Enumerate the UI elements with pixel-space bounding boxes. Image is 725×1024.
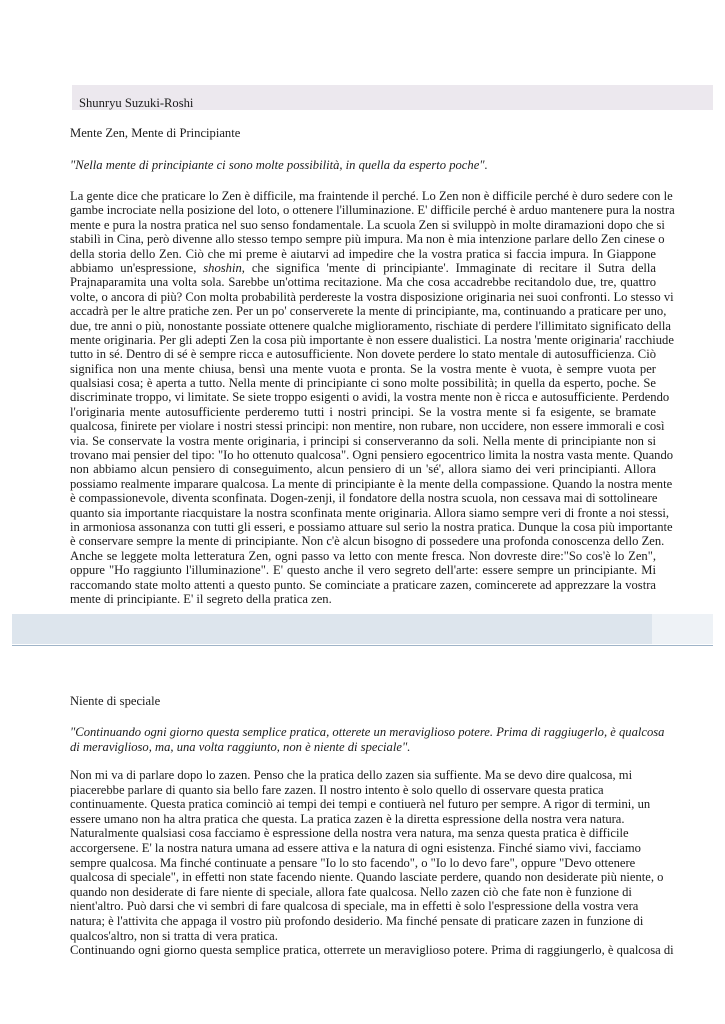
- section-quote: "Nella mente di principiante ci sono molte possibilità, in quella da esperto poche".: [70, 158, 488, 172]
- text-line: stabilì in Cina, però divenne allo stesso tempo sempre più impura. Ma non è mia intenzione parlare dello Zen cinese o: [70, 232, 665, 247]
- page-divider-band: [12, 614, 652, 644]
- text-line: qualcosa, finirete per violare i nostri stessi principi: non mentire, non rubare, non uccidere, non essere immorali e così: [70, 419, 665, 434]
- text-line: discriminate troppo, vi limitate. Se siete troppo esigenti o avidi, la vostra mente non è ricca e autosufficiente. Perdendo: [70, 390, 670, 405]
- text-line: possiamo realmente imparare qualcosa. La mente di principiante è la mente della compassione. Quando la nostra mente: [70, 476, 673, 491]
- text-line: Prajnaparamita una volta sola. Sarebbe un'ottima recitazione. Ma che cosa accadrebbe recitandolo due, tre, quattro: [70, 275, 656, 290]
- text-line: Continuando ogni giorno questa semplice pratica, otterrete un meraviglioso potere. Prima di raggiungerlo, è qualcosa di: [70, 943, 674, 958]
- text-line: sempre qualcosa. Ma finché continuate a pensare "Io lo sto facendo", o "Io lo devo fare", oppure "Devo ottenere: [70, 855, 636, 870]
- text-line: in armoniosa assonanza con tutti gli esseri, e possiamo attuare sul serio la nostra pratica. Dunque la cosa più importante: [70, 519, 673, 534]
- text-line: Anche se leggete molta letteratura Zen, ogni passo va letto con mente fresca. Non dovreste dire:"So cos'è lo Zen",: [70, 548, 656, 563]
- text-line: due, tre anni o più, nonostante possiate ottenere qualche miglioramento, rischiate di perdere l'illimitato significato della: [70, 318, 671, 333]
- author-name: Shunryu Suzuki-Roshi: [79, 96, 194, 110]
- page-divider-line: [12, 645, 713, 646]
- text-line: di meraviglioso, ma, una volta raggiunto, non è niente di speciale".: [70, 740, 411, 754]
- text-line: piacerebbe parlare di quanto sia bello fare zazen. Il nostro intento è solo quello di osservare questa pratica: [70, 782, 604, 797]
- text-line: l'originaria mente autosufficiente perderemo tutti i nostri principi. Se la vostra mente si fa esigente, se bramate: [70, 404, 656, 419]
- text-line: è conservare sempre la mente di principiante. Non c'è alcun bisogno di possedere una profonda conoscenza dello Zen.: [70, 534, 665, 549]
- text-line: è compassionevole, diventa sconfinata. Dogen-zenji, il fondatore della nostra scuola, non cessava mai di sottolineare: [70, 491, 658, 506]
- text-line: qualcosa di speciale", in effetti non state facendo niente. Quando lasciate perdere, quando non desiderate più niente, o: [70, 870, 664, 885]
- text-line: quando non desiderate di fare niente di speciale, allora fate qualcosa. Nello zazen ciò che fate non è funzione di: [70, 884, 632, 899]
- emphasized-term: shoshin: [203, 260, 242, 275]
- text-line: tutto in sé. Dentro di sé è sempre ricca e autosufficiente. Non dovete perdere lo stato mentale di autosufficienza. Ciò: [70, 347, 656, 362]
- text-line: Non mi va di parlare dopo lo zazen. Penso che la pratica dello zazen sia suffiente. Ma se devo dire qualcosa, mi: [70, 768, 633, 782]
- section-title: Niente di speciale: [70, 694, 161, 708]
- text-line: continuamente. Questa pratica cominciò ai tempi dei tempi e contiuerà nel futuro per sempre. A rigor di termini, un: [70, 797, 651, 812]
- text-line: accadrà per le altre pratiche zen. Per un po' conserverete la mente di principiante, ma, continuando a praticare per uno,: [70, 304, 667, 319]
- text-line: qualcos'altro, non si tratta di vera pratica.: [70, 928, 278, 943]
- text-line: oppure "Ho raggiunto l'illuminazione". E' questo anche il vero segreto dell'arte: essere sempre un principiante. Mi: [70, 563, 656, 578]
- text-line: quanto sia importante riacquistare la nostra sconfinata mente originaria. Allora siamo sempre veri di fronte a noi stessi,: [70, 505, 670, 520]
- text-line: "Continuando ogni giorno questa semplice pratica, otterete un meraviglioso potere. Prima di raggiugerlo, è qualcosa: [70, 725, 665, 739]
- section-quote: [70, 725, 665, 755]
- text-line: mente originaria. Per gli adepti Zen la cosa più importante è non essere dualistici. La nostra 'mente originaria' racchiude: [70, 332, 674, 347]
- text-line: Naturalmente qualsiasi cosa facciamo è espressione della nostra vera natura, ma senza questa pratica è difficile: [70, 826, 629, 841]
- page-divider-band-end: [652, 614, 713, 644]
- text-line: essere umano non ha altra pratica che questa. La pratica zazen è la diretta espressione della nostra vera natura.: [70, 811, 625, 826]
- section-body: [70, 189, 675, 606]
- text-line: raccomando state molto attenti a questo punto. Se cominciate a praticare zazen, comincerete ad apprezzare la vostra: [70, 577, 656, 592]
- text-line: qualsiasi cosa; è aperta a tutto. Nella mente di principiante ci sono molte possibilità; in quella da esperto, poche. Se: [70, 376, 656, 391]
- text-line: La gente dice che praticare lo Zen è difficile, ma fraintende il perché. Lo Zen non è difficile perché è duro sedere con le: [70, 189, 673, 203]
- text-line: via. Se conservate la vostra mente originaria, i principi si conserveranno da soli. Nella mente di principiante non si: [70, 433, 656, 448]
- text-line: mente e pura la nostra pratica nel suo senso fondamentale. La scuola Zen si sviluppò in molte diramazioni dopo che si: [70, 217, 665, 232]
- text-line: nient'altro. Può darsi che vi sembri di fare qualcosa di speciale, ma in effetti è solo l'espressione della vostra vera: [70, 899, 639, 914]
- text-line: trovano mai pensier del tipo: "Io ho ottenuto qualcosa". Ogni pensiero egocentrico limita la nostra vasta mente. Quando: [70, 448, 674, 463]
- text-line: abbiamo un'espressione, shoshin, che significa 'mente di principiante'. Immaginate di recitare il Sutra della: [70, 260, 657, 275]
- text-line: significa non una mente chiusa, bensì una mente vuota e pronta. Se la vostra mente è vuota, è sempre vuota per: [70, 361, 656, 376]
- text-line: gambe incrociate nella posizione del loto, o ottenere l'illuminazione. E' difficile perché è arduo mantenere pura la nostra: [70, 203, 675, 218]
- text-line: accorgersene. E' la nostra natura umana ad essere attiva e la natura di ogni esistenza. Finché siamo vivi, facciamo: [70, 840, 641, 855]
- text-line: natura; è l'attivita che appaga il vostro più profondo desiderio. Ma finché pensate di praticare zazen in funzione di: [70, 913, 644, 928]
- text-line: della storia dello Zen. Ciò che mi preme è aiutarvi ad impedire che la vostra pratica si faccia impura. In Giappone: [70, 246, 656, 261]
- section-body: [70, 768, 674, 958]
- section-title: Mente Zen, Mente di Principiante: [70, 126, 241, 140]
- text-line: volte, o ancora di più? Con molta probabilità perdereste la vostra disposizione originaria nei suoi confronti. Lo stesso vi: [70, 289, 674, 304]
- text-line: mente di principiante. E' il segreto della pratica zen.: [70, 591, 332, 606]
- text-line: non abbiamo alcun pensiero di conseguimento, alcun pensiero di un 'sé', allora siamo dei veri principianti. Allora: [70, 462, 656, 477]
